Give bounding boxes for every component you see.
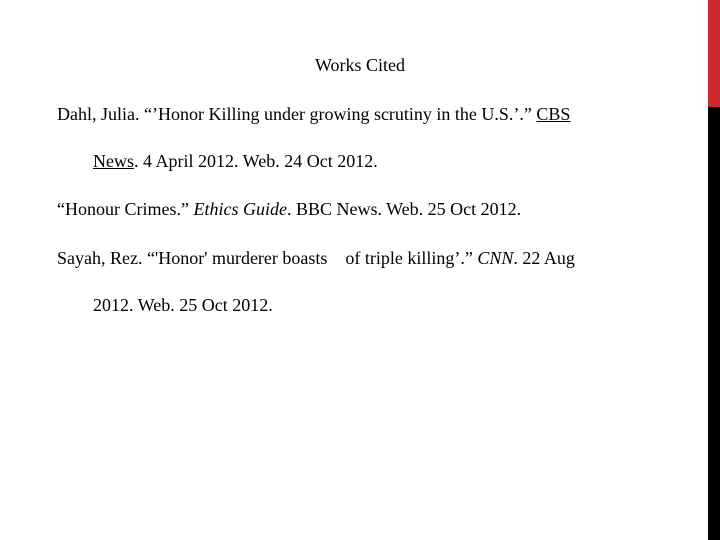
citation-text: “Honour Crimes.” [57, 199, 194, 219]
citation-source: News [93, 151, 134, 171]
citation-dahl-line2 [93, 150, 378, 172]
accent-bar-red [708, 0, 720, 107]
citation-text: . 4 April 2012. Web. 24 Oct 2012. [134, 151, 378, 171]
page-title: Works Cited [315, 55, 406, 75]
accent-bar-black [708, 107, 720, 540]
citation-source: CNN [477, 248, 514, 268]
citation-text: Sayah, Rez. “'Honor' murderer boasts of triple killing’.” [57, 248, 478, 268]
citation-text: . 22 Aug [513, 248, 575, 268]
citation-text: . BBC News. Web. 25 Oct 2012. [286, 199, 522, 219]
citation-source: Ethics Guide [193, 199, 287, 219]
citation-text: Dahl, Julia. “’Honor Killing under growing scrutiny in the U.S.’.” [57, 104, 537, 124]
citation-source: CBS [536, 104, 571, 124]
citation-sayah-line1 [57, 247, 575, 269]
citation-bbc [57, 198, 521, 220]
citation-sayah-line2: 2012. Web. 25 Oct 2012. [93, 295, 273, 315]
citation-dahl-line1 [57, 103, 570, 125]
